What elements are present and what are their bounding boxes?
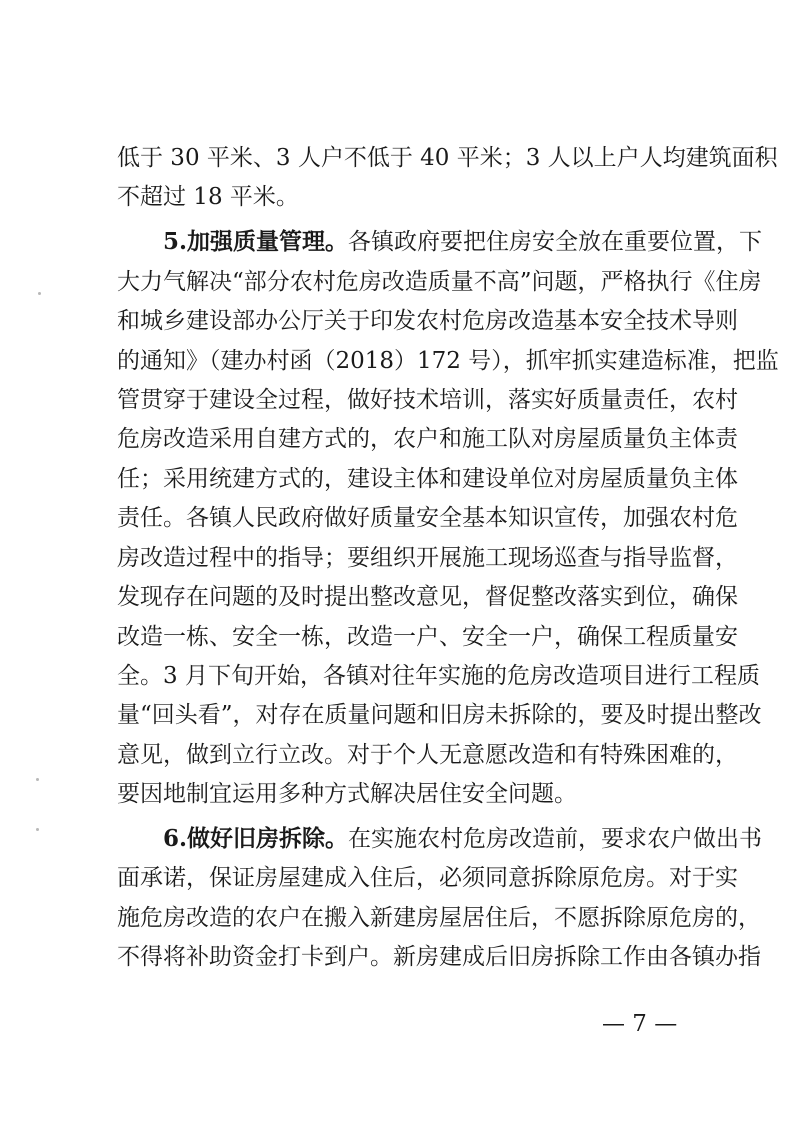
section-heading-quality-management: 5.加强质量管理。 [163, 228, 349, 255]
line-text: 量“回头看”，对存在质量问题和旧房未拆除的，要及时提出整改 [117, 702, 762, 728]
text-line [117, 735, 738, 775]
line-text: 改造一栋、安全一栋，改造一户、安全一户，确保工程质量安 [117, 624, 738, 650]
text-line [117, 695, 762, 735]
scan-speck [36, 778, 39, 781]
line-text: 任；采用统建方式的，建设主体和建设单位对房屋质量负主体 [117, 466, 738, 492]
text-line [117, 538, 738, 578]
text-line [117, 898, 761, 938]
line-text: 和城乡建设部办公厅关于印发农村危房改造基本安全技术导则 [117, 308, 738, 334]
section-heading-line [163, 222, 763, 262]
line-text: 低于 30 平米、3 人户不低于 40 平米；3 人以上户人均建筑面积 [117, 145, 778, 171]
text-line [117, 177, 687, 217]
line-text: 责任。各镇人民政府做好质量安全基本知识宣传，加强农村危 [117, 505, 738, 531]
line-text: 的通知》（建办村函（2018）172 号），抓牢抓实建造标准，把监 [117, 348, 779, 374]
text-line [117, 262, 762, 302]
scan-speck [36, 828, 39, 831]
text-line [117, 858, 738, 898]
line-text: 管贯穿于建设全过程，做好技术培训，落实好质量责任，农村 [117, 387, 738, 413]
text-line [117, 459, 738, 499]
line-text: 房改造过程中的指导；要组织开展施工现场巡查与指导监督， [117, 545, 738, 571]
text-line [117, 341, 779, 381]
text-line [117, 138, 778, 178]
text-line [117, 656, 760, 696]
text-line [117, 617, 738, 657]
line-text: 不得将补助资金打卡到户。新房建成后旧房拆除工作由各镇办指 [117, 944, 761, 970]
text-line [117, 419, 738, 459]
text-line [117, 937, 761, 977]
text-line [117, 577, 738, 617]
line-text: 意见，做到立行立改。对于个人无意愿改造和有特殊困难的， [117, 742, 738, 768]
text-line [117, 301, 738, 341]
line-text: 要因地制宜运用多种方式解决居住安全问题。 [117, 781, 577, 807]
section-heading-old-house-demolition: 6.做好旧房拆除。 [163, 825, 349, 852]
line-text: 危房改造采用自建方式的，农户和施工队对房屋质量负主体责 [117, 426, 738, 452]
page-number: — 7 — [602, 1011, 678, 1037]
line-text: 在实施农村危房改造前，要求农户做出书 [348, 826, 763, 852]
scan-speck [38, 292, 41, 295]
text-line [117, 498, 738, 538]
line-text: 施危房改造的农户在搬入新建房屋居住后，不愿拆除原危房的， [117, 905, 761, 931]
line-text: 各镇政府要把住房安全放在重要位置，下 [348, 229, 763, 255]
line-text: 大力气解决“部分农村危房改造质量不高”问题，严格执行《住房 [117, 269, 762, 295]
line-text: 不超过 18 平米。 [117, 184, 299, 210]
section-heading-line [163, 819, 763, 859]
text-line [117, 774, 687, 814]
text-line [117, 380, 738, 420]
line-text: 面承诺，保证房屋建成入住后，必须同意拆除原危房。对于实 [117, 865, 738, 891]
line-text: 全。3 月下旬开始，各镇对往年实施的危房改造项目进行工程质 [117, 663, 760, 689]
line-text: 发现存在问题的及时提出整改意见，督促整改落实到位，确保 [117, 584, 738, 610]
